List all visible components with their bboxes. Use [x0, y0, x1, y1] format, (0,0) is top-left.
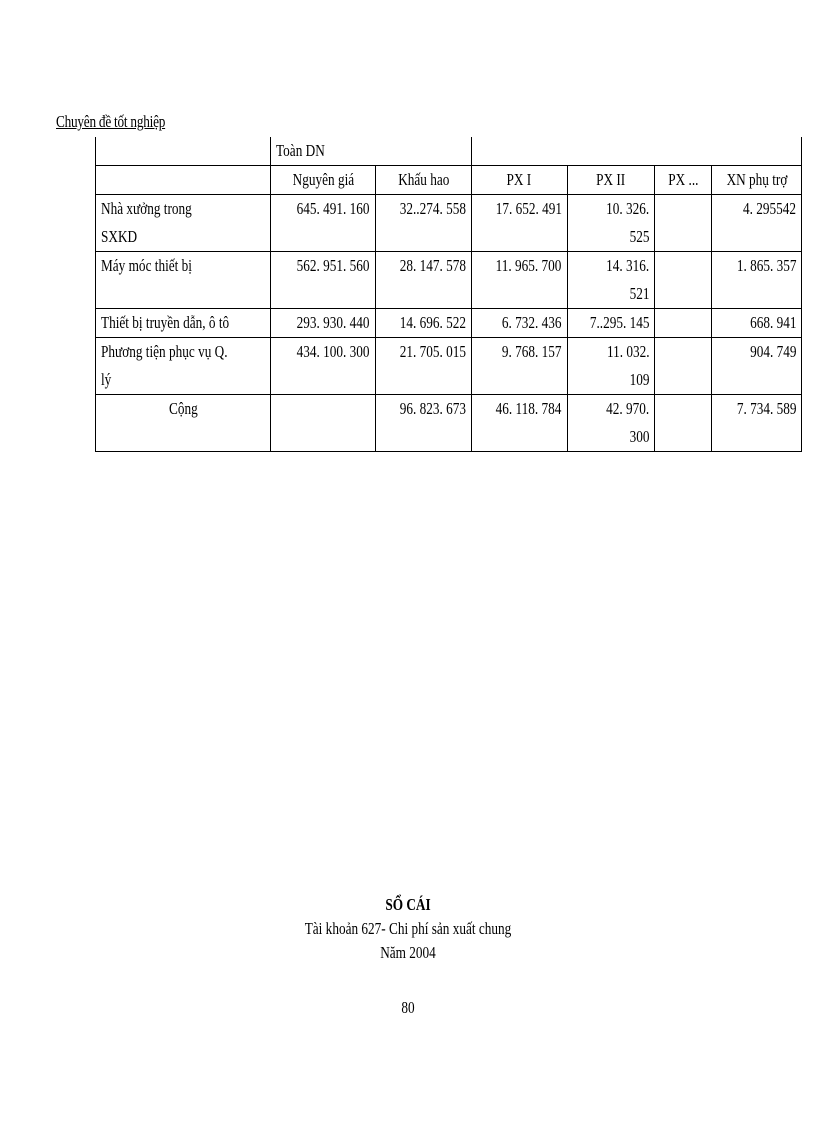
cell-nguyen-gia: 562. 951. 560 [271, 252, 376, 309]
cell-khau-hao: 96. 823. 673 [375, 395, 471, 452]
column-header: Khấu hao [375, 166, 471, 195]
row-label: Máy móc thiết bị [96, 252, 271, 309]
cell-khau-hao: 21. 705. 015 [375, 338, 471, 395]
ledger-title: SỔ CÁI [385, 895, 431, 914]
cell-px-i: 11. 965. 700 [471, 252, 567, 309]
group-header-label: Toàn DN [276, 141, 326, 160]
row-label: Nhà xưởng trong SXKD [96, 195, 271, 252]
table-row [96, 252, 802, 309]
table-row [96, 338, 802, 395]
cell-px-ii: 14. 316. 521 [567, 252, 655, 309]
table-group-header-row [96, 137, 802, 166]
ledger-subtitle: Tài khoản 627- Chi phí sản xuất chung [304, 919, 512, 938]
cell-px-ii: 10. 326. 525 [567, 195, 655, 252]
column-header: PX II [567, 166, 655, 195]
cell-khau-hao: 14. 696. 522 [375, 309, 471, 338]
cell-xn-phu-tro: 668. 941 [712, 309, 802, 338]
cell-px-ii: 11. 032. 109 [567, 338, 655, 395]
table-corner-cell [96, 137, 271, 166]
cell-khau-hao: 32..274. 558 [375, 195, 471, 252]
cell-nguyen-gia [271, 395, 376, 452]
cell-nguyen-gia: 645. 491. 160 [271, 195, 376, 252]
column-header: XN phụ trợ [712, 166, 802, 195]
column-header-blank [96, 166, 271, 195]
row-label: Phương tiện phục vụ Q. lý [96, 338, 271, 395]
cell-xn-phu-tro: 7. 734. 589 [712, 395, 802, 452]
depreciation-table [95, 137, 802, 452]
cell-px-i: 46. 118. 784 [471, 395, 567, 452]
cell-px-other [655, 195, 712, 252]
group-header-blank [471, 137, 802, 166]
cell-px-other [655, 395, 712, 452]
column-header: Nguyên giá [271, 166, 376, 195]
page-number: 80 [401, 998, 415, 1017]
row-label-total: Cộng [96, 395, 271, 452]
cell-px-other [655, 309, 712, 338]
cell-px-i: 9. 768. 157 [471, 338, 567, 395]
table-row [96, 195, 802, 252]
column-header: PX I [471, 166, 567, 195]
cell-px-other [655, 252, 712, 309]
column-header: PX ... [655, 166, 712, 195]
page-number-block [0, 996, 816, 1020]
document-header-note: Chuyên đề tốt nghiệp [56, 112, 166, 131]
cell-xn-phu-tro: 904. 749 [712, 338, 802, 395]
table-row [96, 309, 802, 338]
group-header-cell [271, 137, 472, 166]
cell-px-ii: 42. 970. 300 [567, 395, 655, 452]
ledger-title-block [0, 893, 816, 965]
cell-px-i: 17. 652. 491 [471, 195, 567, 252]
cell-nguyen-gia: 293. 930. 440 [271, 309, 376, 338]
cell-px-other [655, 338, 712, 395]
cell-nguyen-gia: 434. 100. 300 [271, 338, 376, 395]
table-total-row [96, 395, 802, 452]
ledger-year: Năm 2004 [380, 943, 436, 962]
cell-xn-phu-tro: 1. 865. 357 [712, 252, 802, 309]
row-label: Thiết bị truyền dẫn, ô tô [96, 309, 271, 338]
cell-xn-phu-tro: 4. 295542 [712, 195, 802, 252]
cell-px-i: 6. 732. 436 [471, 309, 567, 338]
cell-px-ii: 7..295. 145 [567, 309, 655, 338]
cell-khau-hao: 28. 147. 578 [375, 252, 471, 309]
table-column-header-row [96, 166, 802, 195]
